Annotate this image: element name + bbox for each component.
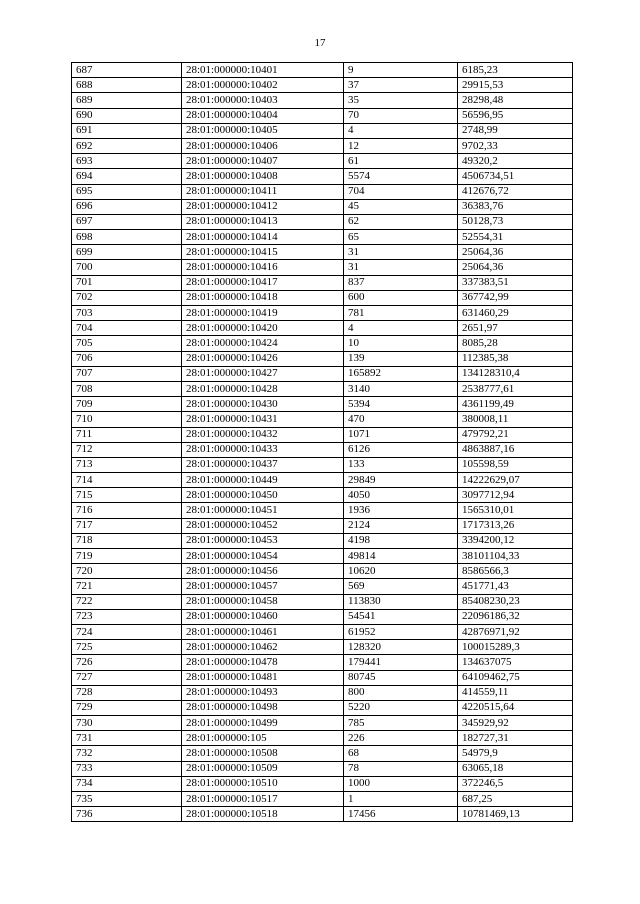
- area-cell: 4198: [344, 533, 458, 548]
- row-number-cell: 724: [72, 624, 182, 639]
- row-number-cell: 713: [72, 457, 182, 472]
- table-row: [72, 214, 573, 229]
- row-number-cell: 707: [72, 366, 182, 381]
- row-number-cell: 720: [72, 564, 182, 579]
- row-number-cell: 689: [72, 93, 182, 108]
- row-number-cell: 691: [72, 123, 182, 138]
- row-number-cell: 706: [72, 351, 182, 366]
- area-cell: 1071: [344, 427, 458, 442]
- area-cell: 128320: [344, 640, 458, 655]
- cadastral-value-cell: 42876971,92: [458, 624, 573, 639]
- cadastral-number-cell: 28:01:000000:10499: [182, 716, 344, 731]
- table-row: [72, 108, 573, 123]
- cadastral-number-cell: 28:01:000000:10406: [182, 138, 344, 153]
- area-cell: 37: [344, 78, 458, 93]
- area-cell: 61: [344, 154, 458, 169]
- cadastral-value-cell: 14222629,07: [458, 473, 573, 488]
- table-row: [72, 336, 573, 351]
- area-cell: 113830: [344, 594, 458, 609]
- row-number-cell: 714: [72, 473, 182, 488]
- cadastral-value-cell: 182727,31: [458, 731, 573, 746]
- cadastral-number-cell: 28:01:000000:10426: [182, 351, 344, 366]
- row-number-cell: 711: [72, 427, 182, 442]
- cadastral-number-cell: 28:01:000000:10457: [182, 579, 344, 594]
- table-row: [72, 63, 573, 78]
- cadastral-value-cell: 25064,36: [458, 260, 573, 275]
- row-number-cell: 705: [72, 336, 182, 351]
- row-number-cell: 723: [72, 609, 182, 624]
- area-cell: 78: [344, 761, 458, 776]
- row-number-cell: 696: [72, 199, 182, 214]
- cadastral-value-cell: 4506734,51: [458, 169, 573, 184]
- cadastral-value-cell: 1717313,26: [458, 518, 573, 533]
- row-number-cell: 729: [72, 700, 182, 715]
- cadastral-value-cell: 451771,43: [458, 579, 573, 594]
- area-cell: 12: [344, 138, 458, 153]
- table-row: [72, 503, 573, 518]
- area-cell: 61952: [344, 624, 458, 639]
- cadastral-number-cell: 28:01:000000:10517: [182, 792, 344, 807]
- row-number-cell: 694: [72, 169, 182, 184]
- cadastral-value-cell: 105598,59: [458, 457, 573, 472]
- cadastral-value-cell: 380008,11: [458, 412, 573, 427]
- cadastral-number-cell: 28:01:000000:10462: [182, 640, 344, 655]
- row-number-cell: 734: [72, 776, 182, 791]
- cadastral-number-cell: 28:01:000000:10450: [182, 488, 344, 503]
- row-number-cell: 733: [72, 761, 182, 776]
- table-body: [72, 63, 573, 822]
- cadastral-value-cell: 1565310,01: [458, 503, 573, 518]
- area-cell: 3140: [344, 381, 458, 396]
- cadastral-value-cell: 112385,38: [458, 351, 573, 366]
- cadastral-value-table: [71, 62, 573, 822]
- row-number-cell: 702: [72, 290, 182, 305]
- cadastral-number-cell: 28:01:000000:10510: [182, 776, 344, 791]
- table-row: [72, 640, 573, 655]
- cadastral-number-cell: 28:01:000000:10508: [182, 746, 344, 761]
- row-number-cell: 716: [72, 503, 182, 518]
- row-number-cell: 726: [72, 655, 182, 670]
- cadastral-value-cell: 29915,53: [458, 78, 573, 93]
- table-row: [72, 306, 573, 321]
- cadastral-number-cell: 28:01:000000:10518: [182, 807, 344, 822]
- cadastral-number-cell: 28:01:000000:10460: [182, 609, 344, 624]
- area-cell: 1936: [344, 503, 458, 518]
- table-row: [72, 564, 573, 579]
- cadastral-number-cell: 28:01:000000:10430: [182, 397, 344, 412]
- cadastral-value-cell: 64109462,75: [458, 670, 573, 685]
- cadastral-value-cell: 52554,31: [458, 230, 573, 245]
- table-row: [72, 609, 573, 624]
- area-cell: 49814: [344, 549, 458, 564]
- cadastral-value-cell: 345929,92: [458, 716, 573, 731]
- cadastral-value-cell: 4863887,16: [458, 442, 573, 457]
- cadastral-value-cell: 2538777,61: [458, 381, 573, 396]
- area-cell: 6126: [344, 442, 458, 457]
- cadastral-number-cell: 28:01:000000:10407: [182, 154, 344, 169]
- cadastral-number-cell: 28:01:000000:10418: [182, 290, 344, 305]
- page-number: 17: [314, 37, 326, 49]
- area-cell: 1000: [344, 776, 458, 791]
- cadastral-value-cell: 8586566,3: [458, 564, 573, 579]
- cadastral-value-cell: 3394200,12: [458, 533, 573, 548]
- table-row: [72, 594, 573, 609]
- table-row: [72, 685, 573, 700]
- area-cell: 35: [344, 93, 458, 108]
- cadastral-value-cell: 2651,97: [458, 321, 573, 336]
- area-cell: 10: [344, 336, 458, 351]
- row-number-cell: 710: [72, 412, 182, 427]
- table-row: [72, 518, 573, 533]
- area-cell: 800: [344, 685, 458, 700]
- area-cell: 4050: [344, 488, 458, 503]
- cadastral-value-cell: 134128310,4: [458, 366, 573, 381]
- row-number-cell: 697: [72, 214, 182, 229]
- cadastral-number-cell: 28:01:000000:10419: [182, 306, 344, 321]
- area-cell: 1: [344, 792, 458, 807]
- cadastral-number-cell: 28:01:000000:10458: [182, 594, 344, 609]
- cadastral-number-cell: 28:01:000000:10414: [182, 230, 344, 245]
- table-row: [72, 123, 573, 138]
- cadastral-value-cell: 2748,99: [458, 123, 573, 138]
- cadastral-number-cell: 28:01:000000:10456: [182, 564, 344, 579]
- cadastral-value-cell: 9702,33: [458, 138, 573, 153]
- cadastral-number-cell: 28:01:000000:10451: [182, 503, 344, 518]
- cadastral-value-cell: 3097712,94: [458, 488, 573, 503]
- area-cell: 31: [344, 245, 458, 260]
- area-cell: 569: [344, 579, 458, 594]
- table-row: [72, 579, 573, 594]
- table-row: [72, 473, 573, 488]
- cadastral-number-cell: 28:01:000000:10416: [182, 260, 344, 275]
- area-cell: 80745: [344, 670, 458, 685]
- cadastral-number-cell: 28:01:000000:10427: [182, 366, 344, 381]
- cadastral-number-cell: 28:01:000000:10412: [182, 199, 344, 214]
- cadastral-value-cell: 367742,99: [458, 290, 573, 305]
- area-cell: 781: [344, 306, 458, 321]
- row-number-cell: 692: [72, 138, 182, 153]
- table-row: [72, 731, 573, 746]
- cadastral-value-cell: 10781469,13: [458, 807, 573, 822]
- cadastral-value-cell: 337383,51: [458, 275, 573, 290]
- row-number-cell: 719: [72, 549, 182, 564]
- row-number-cell: 725: [72, 640, 182, 655]
- cadastral-value-cell: 4361199,49: [458, 397, 573, 412]
- area-cell: 837: [344, 275, 458, 290]
- cadastral-number-cell: 28:01:000000:10411: [182, 184, 344, 199]
- area-cell: 31: [344, 260, 458, 275]
- table-row: [72, 549, 573, 564]
- area-cell: 65: [344, 230, 458, 245]
- table-row: [72, 533, 573, 548]
- table-row: [72, 457, 573, 472]
- table-row: [72, 184, 573, 199]
- cadastral-number-cell: 28:01:000000:10408: [182, 169, 344, 184]
- area-cell: 133: [344, 457, 458, 472]
- cadastral-number-cell: 28:01:000000:10415: [182, 245, 344, 260]
- cadastral-number-cell: 28:01:000000:10405: [182, 123, 344, 138]
- row-number-cell: 732: [72, 746, 182, 761]
- table-row: [72, 169, 573, 184]
- area-cell: 470: [344, 412, 458, 427]
- cadastral-value-cell: 414559,11: [458, 685, 573, 700]
- area-cell: 4: [344, 123, 458, 138]
- row-number-cell: 704: [72, 321, 182, 336]
- cadastral-number-cell: 28:01:000000:105: [182, 731, 344, 746]
- table-row: [72, 761, 573, 776]
- cadastral-number-cell: 28:01:000000:10454: [182, 549, 344, 564]
- row-number-cell: 709: [72, 397, 182, 412]
- row-number-cell: 708: [72, 381, 182, 396]
- cadastral-value-cell: 631460,29: [458, 306, 573, 321]
- table-row: [72, 488, 573, 503]
- area-cell: 226: [344, 731, 458, 746]
- cadastral-number-cell: 28:01:000000:10403: [182, 93, 344, 108]
- table-row: [72, 93, 573, 108]
- row-number-cell: 693: [72, 154, 182, 169]
- table-row: [72, 412, 573, 427]
- row-number-cell: 718: [72, 533, 182, 548]
- cadastral-number-cell: 28:01:000000:10509: [182, 761, 344, 776]
- row-number-cell: 736: [72, 807, 182, 822]
- area-cell: 139: [344, 351, 458, 366]
- cadastral-value-cell: 50128,73: [458, 214, 573, 229]
- cadastral-number-cell: 28:01:000000:10452: [182, 518, 344, 533]
- area-cell: 70: [344, 108, 458, 123]
- cadastral-number-cell: 28:01:000000:10433: [182, 442, 344, 457]
- cadastral-value-cell: 8085,28: [458, 336, 573, 351]
- row-number-cell: 699: [72, 245, 182, 260]
- table-row: [72, 154, 573, 169]
- cadastral-value-cell: 6185,23: [458, 63, 573, 78]
- table-row: [72, 716, 573, 731]
- table-row: [72, 381, 573, 396]
- table-row: [72, 624, 573, 639]
- cadastral-value-cell: 100015289,3: [458, 640, 573, 655]
- row-number-cell: 721: [72, 579, 182, 594]
- table-row: [72, 230, 573, 245]
- area-cell: 704: [344, 184, 458, 199]
- row-number-cell: 730: [72, 716, 182, 731]
- cadastral-number-cell: 28:01:000000:10402: [182, 78, 344, 93]
- cadastral-value-cell: 479792,21: [458, 427, 573, 442]
- row-number-cell: 695: [72, 184, 182, 199]
- area-cell: 17456: [344, 807, 458, 822]
- cadastral-value-cell: 4220515,64: [458, 700, 573, 715]
- cadastral-number-cell: 28:01:000000:10453: [182, 533, 344, 548]
- cadastral-number-cell: 28:01:000000:10413: [182, 214, 344, 229]
- cadastral-value-cell: 22096186,32: [458, 609, 573, 624]
- area-cell: 45: [344, 199, 458, 214]
- cadastral-value-cell: 63065,18: [458, 761, 573, 776]
- area-cell: 9: [344, 63, 458, 78]
- cadastral-value-cell: 372246,5: [458, 776, 573, 791]
- cadastral-number-cell: 28:01:000000:10431: [182, 412, 344, 427]
- row-number-cell: 727: [72, 670, 182, 685]
- row-number-cell: 731: [72, 731, 182, 746]
- table-row: [72, 275, 573, 290]
- row-number-cell: 717: [72, 518, 182, 533]
- row-number-cell: 690: [72, 108, 182, 123]
- table-row: [72, 442, 573, 457]
- area-cell: 29849: [344, 473, 458, 488]
- row-number-cell: 687: [72, 63, 182, 78]
- cadastral-number-cell: 28:01:000000:10461: [182, 624, 344, 639]
- cadastral-number-cell: 28:01:000000:10432: [182, 427, 344, 442]
- row-number-cell: 701: [72, 275, 182, 290]
- row-number-cell: 722: [72, 594, 182, 609]
- cadastral-number-cell: 28:01:000000:10449: [182, 473, 344, 488]
- area-cell: 600: [344, 290, 458, 305]
- cadastral-number-cell: 28:01:000000:10417: [182, 275, 344, 290]
- area-cell: 62: [344, 214, 458, 229]
- table-row: [72, 776, 573, 791]
- row-number-cell: 712: [72, 442, 182, 457]
- cadastral-number-cell: 28:01:000000:10420: [182, 321, 344, 336]
- table-row: [72, 260, 573, 275]
- cadastral-number-cell: 28:01:000000:10401: [182, 63, 344, 78]
- row-number-cell: 703: [72, 306, 182, 321]
- row-number-cell: 688: [72, 78, 182, 93]
- area-cell: 10620: [344, 564, 458, 579]
- area-cell: 179441: [344, 655, 458, 670]
- cadastral-number-cell: 28:01:000000:10478: [182, 655, 344, 670]
- cadastral-number-cell: 28:01:000000:10428: [182, 381, 344, 396]
- cadastral-value-cell: 28298,48: [458, 93, 573, 108]
- cadastral-value-cell: 36383,76: [458, 199, 573, 214]
- row-number-cell: 735: [72, 792, 182, 807]
- cadastral-value-cell: 85408230,23: [458, 594, 573, 609]
- cadastral-number-cell: 28:01:000000:10481: [182, 670, 344, 685]
- table-row: [72, 427, 573, 442]
- area-cell: 2124: [344, 518, 458, 533]
- cadastral-value-cell: 56596,95: [458, 108, 573, 123]
- cadastral-value-cell: 54979,9: [458, 746, 573, 761]
- area-cell: 5574: [344, 169, 458, 184]
- table-row: [72, 655, 573, 670]
- table-row: [72, 78, 573, 93]
- table-row: [72, 290, 573, 305]
- table-row: [72, 138, 573, 153]
- cadastral-number-cell: 28:01:000000:10404: [182, 108, 344, 123]
- cadastral-number-cell: 28:01:000000:10493: [182, 685, 344, 700]
- cadastral-number-cell: 28:01:000000:10424: [182, 336, 344, 351]
- cadastral-value-cell: 25064,36: [458, 245, 573, 260]
- row-number-cell: 698: [72, 230, 182, 245]
- table-row: [72, 321, 573, 336]
- table-row: [72, 397, 573, 412]
- area-cell: 5220: [344, 700, 458, 715]
- row-number-cell: 715: [72, 488, 182, 503]
- table-row: [72, 700, 573, 715]
- table-row: [72, 366, 573, 381]
- cadastral-value-cell: 134637075: [458, 655, 573, 670]
- table-row: [72, 245, 573, 260]
- table-row: [72, 807, 573, 822]
- area-cell: 4: [344, 321, 458, 336]
- area-cell: 165892: [344, 366, 458, 381]
- row-number-cell: 728: [72, 685, 182, 700]
- area-cell: 54541: [344, 609, 458, 624]
- area-cell: 5394: [344, 397, 458, 412]
- cadastral-value-cell: 38101104,33: [458, 549, 573, 564]
- area-cell: 785: [344, 716, 458, 731]
- cadastral-value-cell: 687,25: [458, 792, 573, 807]
- cadastral-value-cell: 49320,2: [458, 154, 573, 169]
- cadastral-number-cell: 28:01:000000:10498: [182, 700, 344, 715]
- table-row: [72, 792, 573, 807]
- table-row: [72, 746, 573, 761]
- row-number-cell: 700: [72, 260, 182, 275]
- cadastral-number-cell: 28:01:000000:10437: [182, 457, 344, 472]
- table-row: [72, 199, 573, 214]
- cadastral-value-cell: 412676,72: [458, 184, 573, 199]
- table-row: [72, 670, 573, 685]
- table-row: [72, 351, 573, 366]
- area-cell: 68: [344, 746, 458, 761]
